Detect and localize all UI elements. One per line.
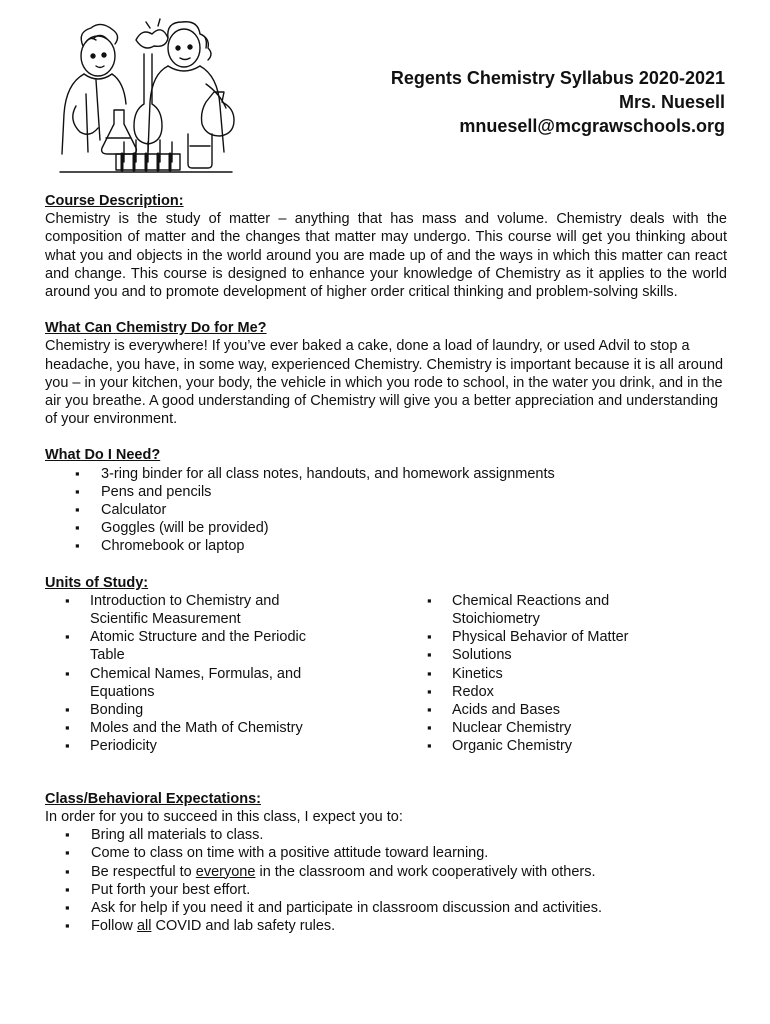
what-do-i-need-section (45, 446, 727, 555)
what-can-chemistry-do-section (45, 319, 727, 428)
list-item: ▪ Introduction to Chemistry and Scientific Measurement (65, 592, 330, 628)
course-description-text: Chemistry is the study of matter – anything that has mass and volume. Chemistry deals with the composition of matter and the changes that matter may undergo. This course will get you thinking about what you and objects in the world around you are made up of and the ways in which this matter can react and change. This course is designed to enhance your knowledge of Chemistry as it applies to the world around you and to promote development of higher order critical thinking and problem-solving skills. (45, 211, 727, 301)
expectations-heading: Class/Behavioral Expectations: (45, 790, 261, 807)
units-columns (45, 592, 727, 756)
course-description-section (45, 192, 727, 301)
what-can-chemistry-do-text: Chemistry is everywhere! If you’ve ever baked a cake, done a load of laundry, or used Advil to stop a headache, you have, in some way, experienced Chemistry. Chemistry is important because it is all around you – in your kitchen, your body, the vehicle in which you rode to school, in the water you drink, and in the air you breathe. A good understanding of Chemistry will give you a better appreciation and understanding of your environment. (45, 338, 724, 428)
list-item: ▪ Put forth your best effort. (65, 881, 727, 899)
syllabus-body (45, 192, 727, 953)
list-item: ▪ Moles and the Math of Chemistry (65, 719, 330, 737)
supplies-list (45, 465, 727, 556)
units-left-column (65, 592, 427, 756)
list-item: ▪ Atomic Structure and the Periodic Table (65, 628, 330, 664)
list-item: ▪ Chemical Reactions and Stoichiometry (427, 592, 662, 628)
list-item: ▪ Bonding (65, 701, 330, 719)
what-do-i-need-heading: What Do I Need? (45, 447, 161, 464)
list-item: ▪ Be respectful to everyone in the classroom and work cooperatively with others. (65, 863, 727, 881)
syllabus-header (391, 66, 725, 138)
units-of-study-section (45, 574, 727, 756)
syllabus-title: Regents Chemistry Syllabus 2020-2021 (390, 68, 725, 88)
list-item: ▪ Come to class on time with a positive attitude toward learning. (65, 844, 727, 862)
expectations-section (45, 790, 727, 936)
teacher-email: mnuesell@mcgrawschools.org (459, 116, 725, 136)
list-item: ▪ Kinetics (427, 665, 662, 683)
list-item: ▪ Chemical Names, Formulas, and Equations (65, 665, 330, 701)
list-item: ▪ Goggles (will be provided) (75, 519, 727, 537)
list-item: ▪ Acids and Bases (427, 701, 662, 719)
what-can-chemistry-do-heading: What Can Chemistry Do for Me? (45, 320, 267, 337)
units-right-column (427, 592, 727, 756)
list-item: ▪ Organic Chemistry (427, 737, 662, 755)
emphasis-everyone: everyone (195, 863, 256, 880)
list-item: ▪ Pens and pencils (75, 483, 727, 501)
list-item: ▪ Calculator (75, 501, 727, 519)
list-item: ▪ Solutions (427, 646, 662, 664)
chemists-lab-cartoon-icon (56, 14, 236, 182)
list-item: ▪ Physical Behavior of Matter (427, 628, 662, 646)
units-of-study-heading: Units of Study: (45, 574, 149, 591)
expectations-list (45, 826, 727, 935)
course-description-heading: Course Description: (45, 193, 184, 209)
emphasis-all: all (136, 918, 152, 935)
list-item: ▪ Nuclear Chemistry (427, 719, 662, 737)
list-item: ▪ 3-ring binder for all class notes, handouts, and homework assignments (75, 465, 727, 483)
list-item: ▪ Redox (427, 683, 662, 701)
list-item: ▪ Bring all materials to class. (65, 826, 727, 844)
list-item: ▪ Follow all COVID and lab safety rules. (65, 917, 727, 935)
expectations-intro: In order for you to succeed in this class, I expect you to: (45, 808, 403, 825)
list-item: ▪ Ask for help if you need it and participate in classroom discussion and activities. (65, 899, 727, 917)
list-item: ▪ Periodicity (65, 737, 330, 755)
teacher-name: Mrs. Nuesell (618, 92, 725, 112)
list-item: ▪ Chromebook or laptop (75, 537, 727, 555)
